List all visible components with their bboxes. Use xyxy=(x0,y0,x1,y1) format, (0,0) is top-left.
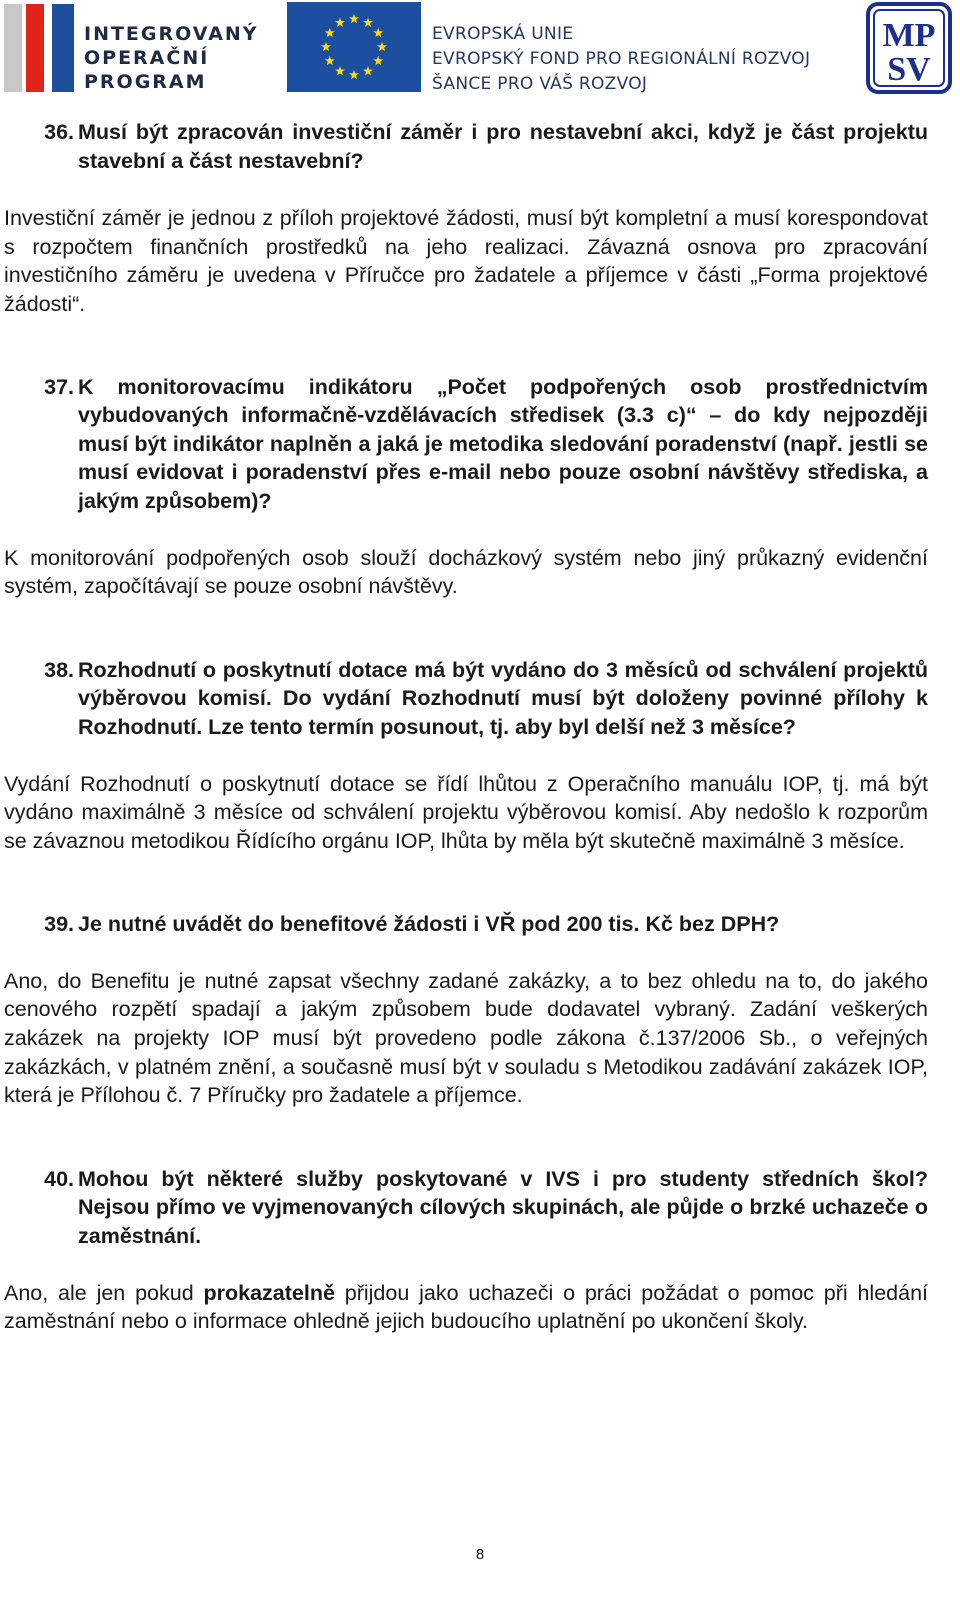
question-text: Rozhodnutí o poskytnutí dotace má být vydáno do 3 měsíců od schválení projektů výběrovou komisí. Do vydání Rozhodnutí musí být doloženy povinné přílohy k Rozhodnutí. Lze tento termín posunout, tj. aby byl delší než 3 měsíce? xyxy=(78,657,928,739)
mpsv-logo-line-1: MP xyxy=(882,17,936,54)
eu-logo-text xyxy=(432,22,810,97)
iop-logo xyxy=(4,4,274,92)
answer-36: Investiční záměr je jednou z příloh projektové žádosti, musí být kompletní a musí korespondovat s rozpočtem finančních prostředků na jeho realizaci. Závazná osnova pro zpracování investičního záměru je uvedena v Příručce pro žadatele a příjemce v části „Forma projektové žádosti“. xyxy=(4,206,928,316)
question-text: Mohou být některé služby poskytované v IVS i pro studenty středních škol? Nejsou přímo ve vyjmenovaných cílových skupinách, ale půjde o brzké uchazeče o zaměstnání. xyxy=(78,1166,928,1249)
answer-emphasis: prokazatelně xyxy=(203,1280,335,1305)
answer-text-start: Ano, ale jen pokud xyxy=(4,1280,204,1305)
mpsv-logo-line-2: SV xyxy=(887,51,931,88)
question-number: 40. xyxy=(44,1166,74,1191)
iop-logo-text xyxy=(84,22,259,94)
iop-logo-line-2: OPERAČNÍ xyxy=(84,47,210,69)
answer-37: K monitorování podpořených osob slouží docházkový systém nebo jiný průkazný evidenční systém, započítávají se pouze osobní návštěvy. xyxy=(4,545,928,599)
iop-logo-blue-bar xyxy=(52,4,74,92)
iop-logo-red-bar xyxy=(26,4,44,92)
answer-39: Ano, do Benefitu je nutné zapsat všechny zadané zakázky, a to bez ohledu na to, do jakého cenového rozpětí spadají a jakým způsobem bude dodavatel vybraný. Zadání veškerých zakázek na projekty IOP musí být provedeno podle zákona č.137/2006 Sb., o veřejných zakázkách, v platném znění, a současně musí být v souladu s Metodikou zadávání zakázek IOP, která je Přílohou č. 7 Příručky pro žadatele a příjemce. xyxy=(4,968,928,1108)
question-39 xyxy=(4,910,928,939)
eu-logo-line-3: ŠANCE PRO VÁŠ ROZVOJ xyxy=(432,74,648,94)
question-38 xyxy=(4,656,928,742)
mpsv-logo xyxy=(866,2,952,94)
question-36 xyxy=(4,118,928,175)
answer-text-end: přijdou jako uchazeči o práci požádat o pomoc při hledání zaměstnání nebo o informace ohledně jejich budoucího uplatnění po ukončení školy. xyxy=(4,1280,929,1334)
question-40 xyxy=(4,1165,928,1251)
question-number: 39. xyxy=(44,912,74,937)
question-37 xyxy=(4,373,928,516)
document-body xyxy=(4,118,928,1336)
question-text: Musí být zpracován investiční záměr i pro nestavební akci, když je část projektu stavební a část nestavební? xyxy=(78,120,928,173)
eu-logo-line-2: EVROPSKÝ FOND PRO REGIONÁLNÍ ROZVOJ xyxy=(432,49,811,69)
eu-flag-icon xyxy=(287,2,421,92)
iop-logo-line-3: PROGRAM xyxy=(84,71,207,93)
answer-40 xyxy=(4,1279,928,1336)
question-number: 36. xyxy=(44,120,74,144)
eu-logo-line-1: EVROPSKÁ UNIE xyxy=(432,24,574,44)
answer-38: Vydání Rozhodnutí o poskytnutí dotace se řídí lhůtou z Operačního manuálu IOP, tj. má být vydáno maximálně 3 měsíce od schválení projektu výběrovou komisí. Aby nedošlo k rozporům se závaznou metodikou Řídícího orgánu IOP, lhůta by měla být skutečně maximálně 3 měsíce. xyxy=(4,771,928,853)
question-text: K monitorovacímu indikátoru „Počet podpořených osob prostřednictvím vybudovaných informačně-vzdělávacích středisek (3.3 c)“ – do kdy nejpozději musí být indikátor naplněn a jaká je metodika sledování poradenství (např. jestli se musí evidovat i poradenství přes e-mail nebo pouze osobní návštěvy střediska, a jakým způsobem)? xyxy=(78,374,928,513)
question-number: 38. xyxy=(44,657,74,682)
iop-logo-line-1: INTEGROVANÝ xyxy=(84,23,259,45)
page-number: 8 xyxy=(475,1546,485,1563)
question-text: Je nutné uvádět do benefitové žádosti i VŘ pod 200 tis. Kč bez DPH? xyxy=(78,912,780,937)
page-header xyxy=(0,0,960,100)
question-number: 37. xyxy=(44,374,74,399)
iop-logo-grey-bar xyxy=(4,4,22,92)
